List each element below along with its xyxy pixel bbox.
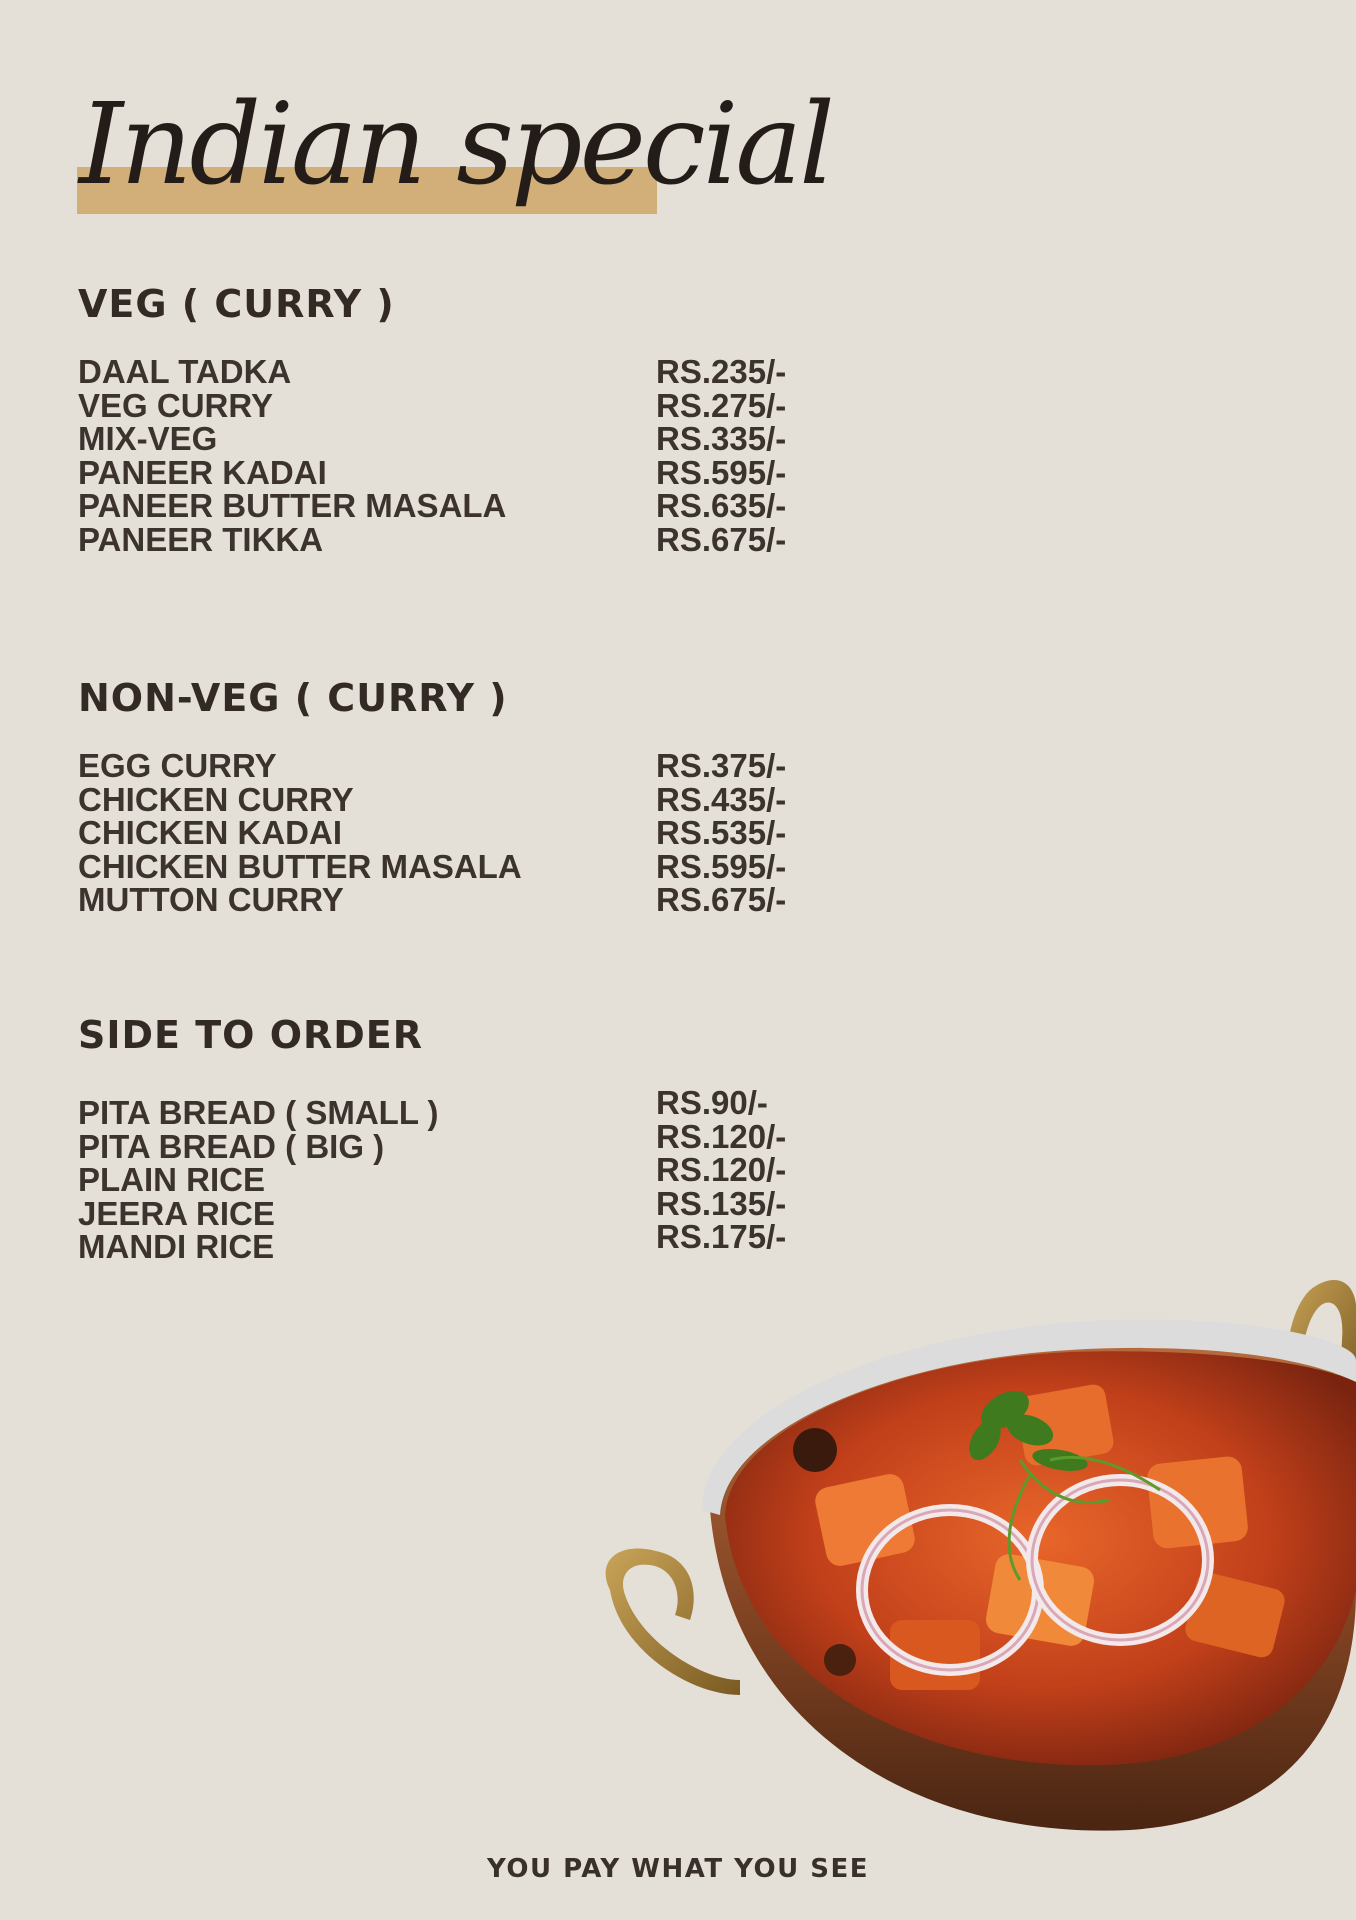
menu-item <box>78 1117 838 1165</box>
item-price: RS.135/- <box>656 1184 787 1222</box>
menu-item <box>78 386 838 424</box>
menu-item <box>78 453 838 491</box>
menu-item <box>78 1151 838 1198</box>
item-price: RS.235/- <box>656 353 787 390</box>
item-price: RS.635/- <box>656 487 787 524</box>
section-heading: SIDE TO ORDER <box>78 1013 424 1057</box>
item-price: RS.675/- <box>656 520 787 558</box>
menu-item <box>78 355 838 389</box>
title-text: Indian special <box>79 80 832 210</box>
menu-item <box>78 780 838 818</box>
item-price: RS.335/- <box>656 420 787 457</box>
menu-item <box>78 1184 838 1232</box>
item-price: RS.175/- <box>656 1218 787 1255</box>
menu-item <box>78 489 838 523</box>
menu-item <box>78 1084 838 1131</box>
item-price: RS.595/- <box>656 453 787 491</box>
item-name: MANDI RICE <box>78 1228 275 1265</box>
item-price: RS.375/- <box>656 747 787 784</box>
item-price: RS.435/- <box>656 780 787 818</box>
menu-item <box>78 816 838 850</box>
item-price: RS.535/- <box>656 814 787 851</box>
item-name: PLAIN RICE <box>78 1161 266 1198</box>
item-name: PITA BREAD ( BIG ) <box>78 1127 385 1165</box>
section-side-to-order <box>78 1012 838 1265</box>
menu-title <box>77 70 832 220</box>
item-price: RS.275/- <box>656 386 787 424</box>
item-name: MIX-VEG <box>78 420 218 457</box>
item-name: CHICKEN BUTTER MASALA <box>78 847 522 885</box>
item-name: PANEER KADAI <box>78 453 327 491</box>
item-price: RS.595/- <box>656 847 787 885</box>
item-price: RS.90/- <box>656 1084 768 1121</box>
item-name: PANEER TIKKA <box>78 520 324 558</box>
item-name: DAAL TADKA <box>78 353 292 390</box>
menu-item <box>78 883 838 917</box>
menu-item <box>78 422 838 456</box>
item-name: VEG CURRY <box>78 386 273 424</box>
item-name: PITA BREAD ( SMALL ) <box>78 1094 439 1131</box>
menu-item <box>78 749 838 783</box>
item-price: RS.120/- <box>656 1117 787 1155</box>
item-price: RS.120/- <box>656 1151 787 1188</box>
item-name: PANEER BUTTER MASALA <box>78 487 507 524</box>
item-name: MUTTON CURRY <box>78 881 344 918</box>
section-heading: VEG ( CURRY ) <box>78 282 395 326</box>
curry-bowl-image <box>590 1260 1356 1845</box>
item-name: CHICKEN KADAI <box>78 814 342 851</box>
menu-item <box>78 520 838 558</box>
item-name: CHICKEN CURRY <box>78 780 354 818</box>
item-name: EGG CURRY <box>78 747 277 784</box>
footer-tagline: YOU PAY WHAT YOU SEE <box>486 1854 870 1884</box>
item-name: JEERA RICE <box>78 1194 275 1232</box>
item-price: RS.675/- <box>656 881 787 918</box>
section-veg-curry <box>78 281 838 556</box>
section-heading: NON-VEG ( CURRY ) <box>78 676 508 720</box>
menu-item <box>78 847 838 885</box>
menu-item <box>78 1218 838 1265</box>
section-non-veg-curry <box>78 675 838 917</box>
